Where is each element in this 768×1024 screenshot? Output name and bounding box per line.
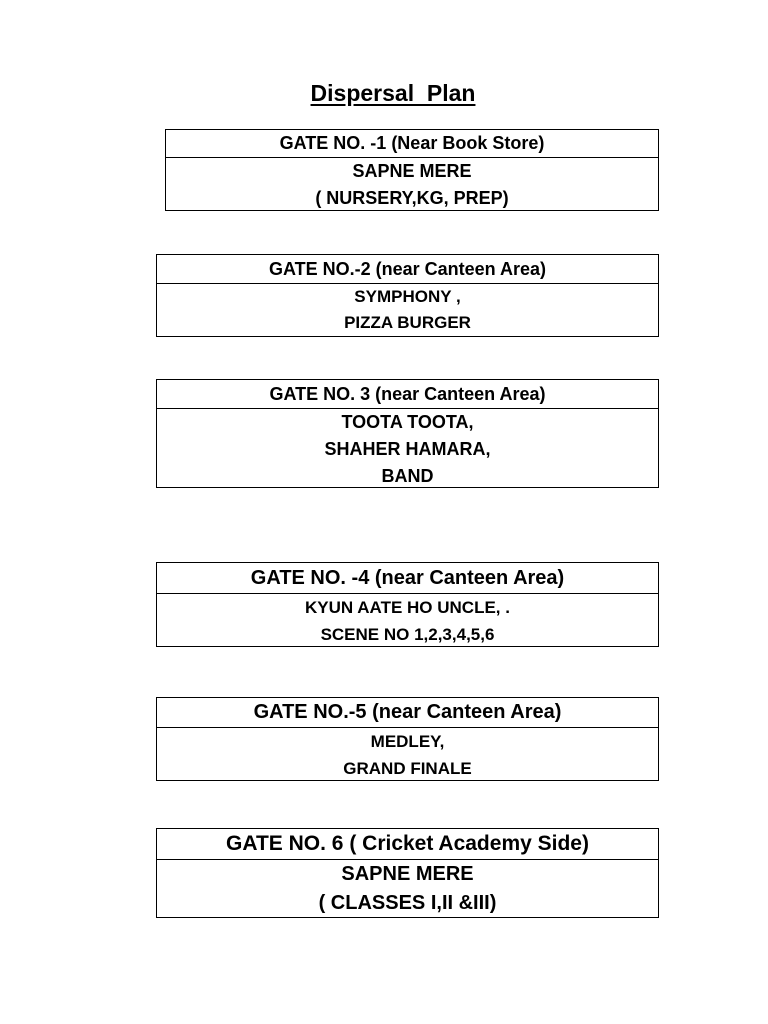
gate-6-line: ( CLASSES I,II &III) bbox=[318, 892, 497, 914]
gate-3-line: SHAHER HAMARA, bbox=[324, 439, 491, 459]
gate-3-line: TOOTA TOOTA, bbox=[341, 412, 474, 432]
gate-3-table bbox=[156, 379, 659, 488]
gate-1-line: ( NURSERY,KG, PREP) bbox=[315, 188, 509, 208]
gate-6-line: SAPNE MERE bbox=[341, 863, 474, 885]
gate-2-line: SYMPHONY , bbox=[354, 287, 461, 306]
gate-5-assignments bbox=[157, 728, 658, 782]
gate-2-assignments bbox=[157, 284, 658, 336]
gate-4-table bbox=[156, 562, 659, 647]
gate-4-assignments bbox=[157, 594, 658, 648]
gate-5-heading: GATE NO.-5 (near Canteen Area) bbox=[157, 698, 658, 728]
gate-3-line: BAND bbox=[381, 466, 434, 486]
page-title: Dispersal Plan bbox=[310, 80, 476, 106]
gate-4-line: SCENE NO 1,2,3,4,5,6 bbox=[320, 625, 495, 644]
gate-2-line: PIZZA BURGER bbox=[344, 313, 471, 332]
gate-2-heading: GATE NO.-2 (near Canteen Area) bbox=[157, 255, 658, 284]
gate-4-line: KYUN AATE HO UNCLE, . bbox=[305, 598, 510, 617]
gate-3-heading: GATE NO. 3 (near Canteen Area) bbox=[157, 380, 658, 409]
gate-5-table bbox=[156, 697, 659, 781]
gate-6-heading: GATE NO. 6 ( Cricket Academy Side) bbox=[157, 829, 658, 860]
gate-6-table bbox=[156, 828, 659, 918]
gate-1-heading: GATE NO. -1 (Near Book Store) bbox=[166, 130, 658, 158]
gate-2-table bbox=[156, 254, 659, 337]
gate-5-line: MEDLEY, bbox=[370, 732, 445, 751]
gate-6-assignments bbox=[157, 860, 658, 918]
gate-3-assignments bbox=[157, 409, 658, 490]
gate-1-line: SAPNE MERE bbox=[352, 161, 472, 181]
gate-5-line: GRAND FINALE bbox=[343, 759, 472, 778]
gate-1-assignments bbox=[166, 158, 658, 212]
gate-4-heading: GATE NO. -4 (near Canteen Area) bbox=[157, 563, 658, 594]
gate-1-table bbox=[165, 129, 659, 211]
